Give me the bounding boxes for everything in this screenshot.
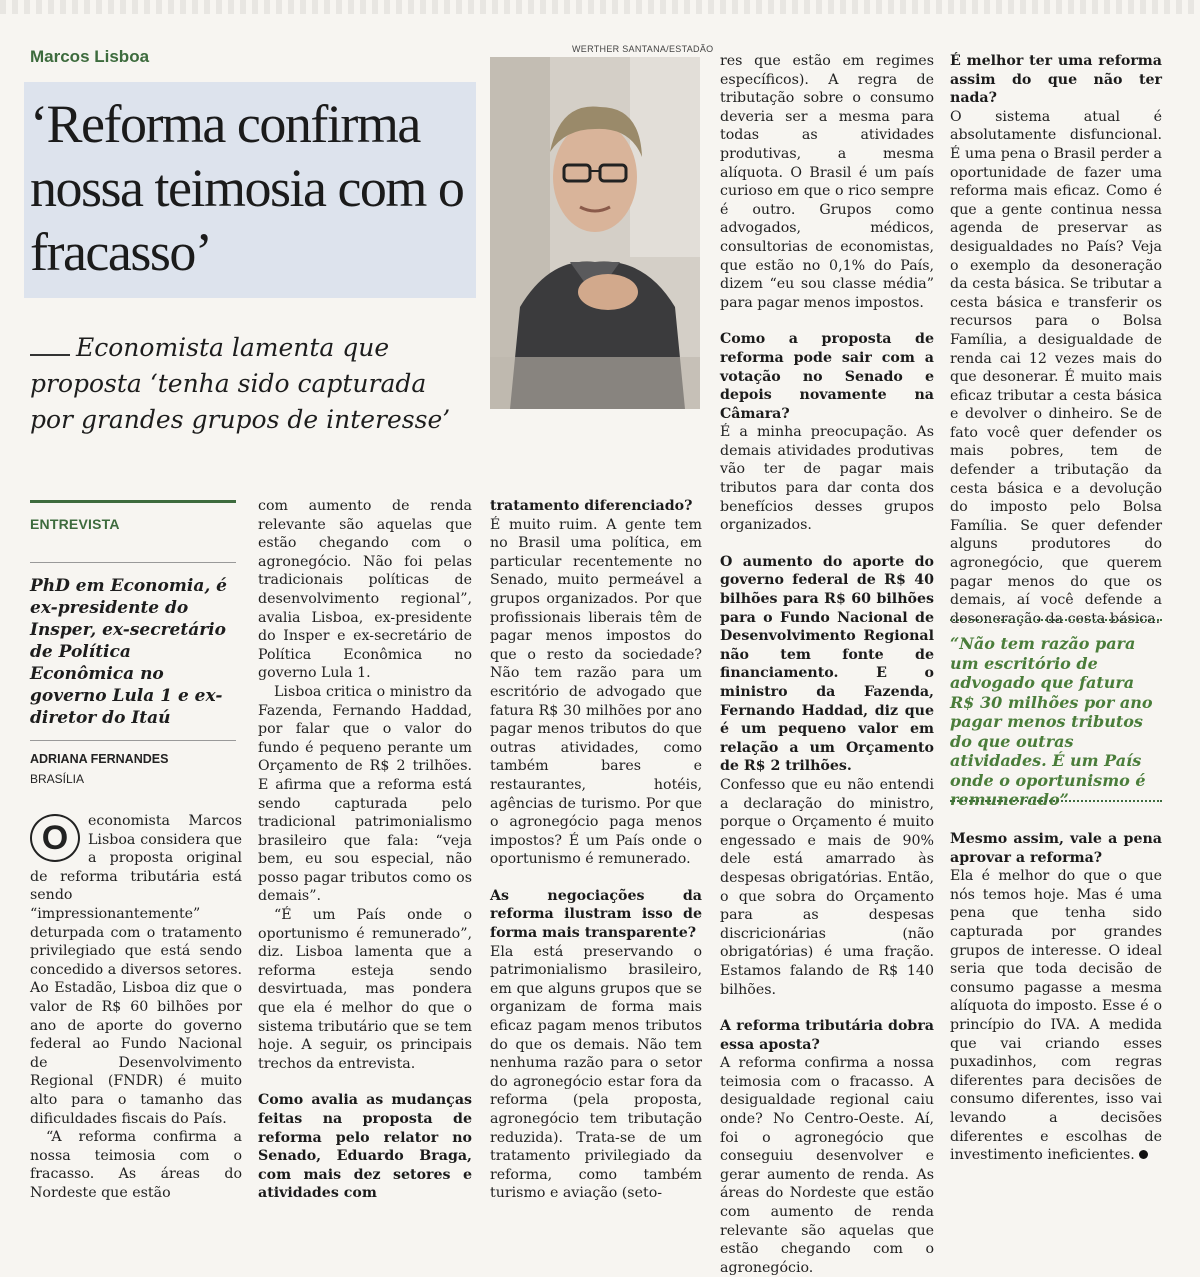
interviewee-bio: PhD em Economia, é ex-presidente do Insper, ex-secretário de Política Econômica no governo Lula 1 e ex-diretor do Itaú [30, 576, 227, 728]
pull-quote: “Não tem razão para um escritório de advogado que fatura R$ 30 milhões por ano pagar menos tributos do que outras atividades. É um País onde o oportunismo é remunerado” [950, 634, 1153, 809]
interview-answer: É muito ruim. A gente tem no Brasil uma política, em particular recentemente no Senado, muito permeável a grupos organizados. Por que profissionais liberais têm de pagar menos impostos do que o resto da sociedade? Não tem razão para um escritório de advogado que fatura R$ 30 milhões por ano pagar menos tributos do que outras atividades, como também bares e restaurantes, hotéis, agências de turismo. Por que o agronegócio paga menos impostos? É um País onde o oportunismo é remunerado. [490, 516, 702, 868]
portrait-photo [490, 57, 700, 409]
interview-answer: A reforma confirma a nossa teimosia com o fracasso. A desigualdade regional caiu onde? No Centro-Oeste. Aí, foi o agronegócio que conseguiu desenvolver e gerar aumento de renda. As áreas do Nordeste que estão com aumento de renda relevante são aquelas que estão chegando com o agronegócio. [720, 1055, 934, 1276]
article-paragraph: Lisboa critica o ministro da Fazenda, Fernando Haddad, por falar que o valor do fundo é pequeno perante um Orçamento de R$ 2 trilhões. E afirma que a reforma está sendo capturada pelo tradicional patrimonialismo brasileiro que fala: “veja bem, eu sou especial, não posso pagar tributos como os demais”. [258, 683, 472, 905]
subhead: Economista lamenta que proposta ‘tenha sido capturada por grandes grupos de interesse’ [30, 333, 451, 434]
article-column-5-bottom [950, 830, 1162, 1165]
interview-question: As negociações da reforma ilustram isso de forma mais transparente? [490, 887, 702, 942]
interview-answer: res que estão em regimes específicos). A regra de tributação sobre o consumo deveria ser a mesma para todas as atividades produtivas, a mesma alíquota. O Brasil é um país curioso em que o rico sempre é outro. Grupos como advogados, médicos, consultorias de economistas, que estão no 0,1% do País, dizem “eu sou classe média” para pagar menos impostos. [720, 53, 934, 311]
photo-credit: WERTHER SANTANA/ESTADÃO [572, 44, 714, 54]
section-label: ENTREVISTA [30, 516, 120, 532]
interview-question: A reforma tributária dobra essa aposta? [720, 1018, 934, 1053]
interview-answer: O sistema atual é absolutamente disfuncional. É uma pena o Brasil perder a oportunidade de fazer uma reforma mais eficaz. Como é que a gente continua nessa agenda de preservar as desigualdades no País? Veja o exemplo da desoneração da cesta básica. Se tributar a cesta básica e transferir os recursos para o Bolsa Família, a desigualdade de renda cai 12 vezes mais do que desonerar. É muito mais eficaz tributar a cesta básica e devolver o dinheiro. Se de fato você quer defender os mais pobres, tem de defender a tributação da cesta básica e a devolução do imposto pelo Bolsa Família. Se quer defender alguns produtores do agronegócio, que querem pagar menos do que os demais, aí você defende a desoneração da cesta básica. [950, 108, 1162, 627]
dateline-place: BRASÍLIA [30, 772, 85, 786]
divider [30, 562, 236, 563]
article-paragraph: economista Marcos Lisboa considera que a proposta original de reforma tributária está sendo “impressionantemente” deturpada com o tratamento privilegiado que está sendo concedido a diversos setores. Ao Estadão, Lisboa diz que o valor de R$ 60 bilhões por ano de aporte do governo federal ao Fundo Nacional de Desenvolvimento Regional (FNDR) é muito alto para o tamanho das dificuldades fiscais do País. [30, 813, 243, 1127]
divider [30, 740, 236, 741]
interview-answer: Ela está preservando o patrimonialismo brasileiro, em que alguns grupos que se organizam de forma mais eficaz pagam menos tributos do que os demais. Não tem nenhuma razão para o setor do agronegócio estar fora da reforma (pela proposta, agronegócio tem tributação reduzida). Trata-se de um tratamento privilegiado da reforma, como também turismo e aviação (seto- [490, 943, 702, 1202]
drop-cap: O [30, 814, 80, 862]
end-mark-icon [1139, 1150, 1148, 1159]
article-paragraph: com aumento de renda relevante são aquelas que estão chegando com o agronegócio. Não foi pelas tradicionais políticas de desenvolvimento regional”, avalia Lisboa, ex-presidente do Insper e ex-secretário de Política Econômica no governo Lula 1. [258, 498, 472, 682]
article-paragraph: “É um País onde o oportunismo é remunerado”, diz. Lisboa lamenta que a reforma esteja sendo desvirtuada, mas pondera que ela é melhor do que o sistema tributário que se tem hoje. A seguir, os principais trechos da entrevista. [258, 907, 472, 1072]
headline: ‘Reforma confirma nossa teimosia com o fracasso’ [30, 94, 464, 282]
pullquote-rule [950, 800, 1162, 802]
interview-answer: Ela é melhor do que o que nós temos hoje. Mas é uma pena que tenha sido capturada por grandes grupos de interesse. O ideal seria que toda decisão de consumo pagasse a mesma alíquota do imposto. Esse é o princípio do IVA. A medida que vai criando esses puxadinhos, com regras diferentes para decisões de consumo diferentes, isso vai levando a decisões diferentes e escolhas de investimento ineficientes. [950, 868, 1162, 1164]
interview-question: Como avalia as mudanças feitas na proposta de reforma pelo relator no Senado, Eduardo Braga, com mais dez setores e atividades com [258, 1092, 472, 1202]
interview-question: Mesmo assim, vale a pena aprovar a reforma? [950, 831, 1162, 866]
pullquote-rule [950, 619, 1162, 621]
author-name: ADRIANA FERNANDES [30, 752, 169, 766]
article-column-2 [258, 497, 472, 1203]
interview-question: É melhor ter uma reforma assim do que não ter nada? [950, 53, 1162, 107]
interview-question: tratamento diferenciado? [490, 498, 693, 514]
interview-answer: É a minha preocupação. As demais atividades produtivas vão ter de pagar mais tributos para dar conta dos benefícios desses grupos organizados. [720, 424, 934, 534]
article-column-3 [490, 497, 702, 1203]
article-column-4 [720, 52, 934, 1277]
columnist-name: Marcos Lisboa [30, 47, 150, 66]
article-paragraph: “A reforma confirma a nossa teimosia com o fracasso. As áreas do Nordeste que estão [30, 1129, 242, 1201]
interview-question: Como a proposta de reforma pode sair com a votação no Senado e depois novamente na Câmara? [720, 331, 934, 422]
article-column-5-top [950, 52, 1162, 628]
top-border [0, 0, 1200, 14]
interview-question: O aumento do aporte do governo federal de R$ 40 bilhões para R$ 60 bilhões para o Fundo Nacional de Desenvolvimento Regional não tem fonte de financiamento. E o ministro da Fazenda, Fernando Haddad, diz que é um pequeno valor em relação a um Orçamento de R$ 2 trilhões. [720, 553, 934, 775]
section-rule [30, 500, 236, 503]
article-column-1 [30, 812, 242, 1202]
interview-answer: Confesso que eu não entendi a declaração do ministro, porque o Orçamento é muito engessado e mais de 90% dele está amarrado às despesas obrigatórias. Então, o que sobra do Orçamento para as despesas discricionárias (não obrigatórias) é uma fração. Estamos falando de R$ 140 bilhões. [720, 776, 934, 998]
